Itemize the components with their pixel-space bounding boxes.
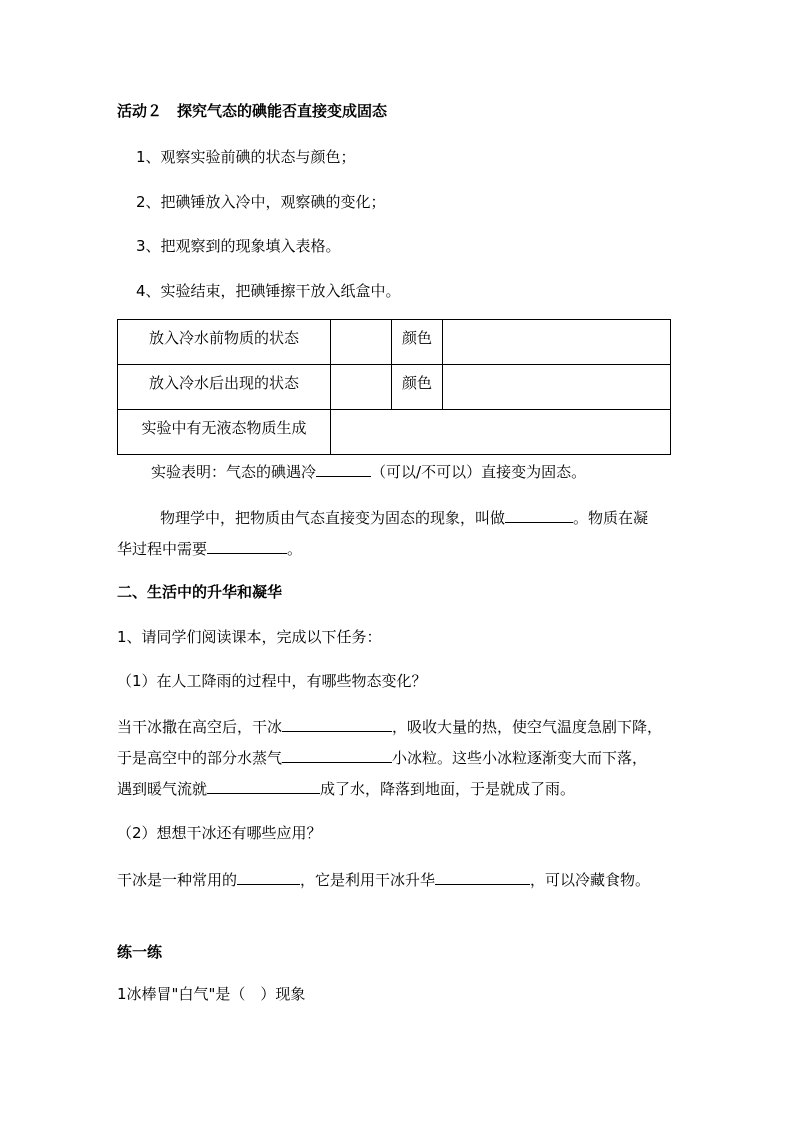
table-row bbox=[118, 410, 671, 455]
table-row bbox=[118, 320, 671, 365]
sublimation-blank[interactable] bbox=[282, 715, 392, 732]
color-answer-cell[interactable] bbox=[443, 365, 671, 410]
row-label-cell bbox=[118, 410, 331, 455]
deposition-blank[interactable] bbox=[282, 746, 392, 763]
definition-line-1 bbox=[160, 506, 648, 528]
paragraph-1-line-2 bbox=[117, 746, 647, 768]
task-line: 1、请同学们阅读课本，完成以下任务： bbox=[117, 628, 382, 646]
row-label: 放入冷水后出现的状态 bbox=[148, 374, 299, 392]
color-label: 颜色 bbox=[402, 374, 433, 392]
row-label: 实验中有无液态物质生成 bbox=[141, 419, 307, 437]
definition-l2-post: 。 bbox=[287, 540, 303, 558]
definition-post: 。物质在凝 bbox=[573, 509, 649, 527]
color-label: 颜色 bbox=[402, 329, 433, 347]
state-answer-cell[interactable] bbox=[331, 320, 392, 365]
row-label: 放入冷水前物质的状态 bbox=[148, 329, 299, 347]
question-2: （2）想想干冰还有哪些应用？ bbox=[117, 824, 322, 842]
step-3: 3、把观察到的现象填入表格。 bbox=[136, 237, 341, 255]
table-row bbox=[118, 365, 671, 410]
liquid-answer[interactable] bbox=[331, 410, 670, 417]
p2-post: ，可以冷藏食物。 bbox=[530, 871, 651, 889]
state-answer[interactable] bbox=[331, 365, 391, 372]
activity-title: 活动２ 探究气态的碘能否直接变成固态 bbox=[117, 102, 388, 120]
definition-pre: 物理学中，把物质由气态直接变为固态的现象，叫做 bbox=[160, 509, 506, 527]
paragraph-1-line-1 bbox=[117, 715, 662, 737]
color-label-cell bbox=[392, 365, 443, 410]
practice-question-1: 1冰棒冒"白气"是（ ）现象 bbox=[117, 985, 306, 1003]
step-2: 2、把碘锤放入冷中，观察碘的变化； bbox=[136, 193, 386, 211]
conclusion-post: （可以/不可以）直接变为固态。 bbox=[371, 463, 587, 481]
agent-blank[interactable] bbox=[237, 868, 300, 885]
row-label-cell bbox=[118, 320, 331, 365]
practice-heading: 练一练 bbox=[117, 943, 163, 961]
observation-table bbox=[117, 319, 671, 455]
paragraph-1-line-3 bbox=[117, 777, 575, 799]
p1-l3-pre: 遇到暖气流就 bbox=[117, 780, 208, 798]
paragraph-2 bbox=[117, 868, 650, 890]
heat-blank[interactable] bbox=[207, 537, 287, 554]
step-1: 1、观察实验前碘的状态与颜色； bbox=[136, 148, 356, 166]
color-answer[interactable] bbox=[443, 320, 670, 327]
step-4: 4、实验结束，把碘锤擦干放入纸盒中。 bbox=[136, 282, 401, 300]
melting-blank[interactable] bbox=[207, 777, 320, 794]
color-answer-cell[interactable] bbox=[443, 320, 671, 365]
p2-mid: ，它是利用干冰升华 bbox=[300, 871, 436, 889]
state-answer[interactable] bbox=[331, 320, 391, 327]
state-answer-cell[interactable] bbox=[331, 365, 392, 410]
definition-l2-pre: 华过程中需要 bbox=[117, 540, 208, 558]
p1-l3-post: 成了水，降落到地面，于是就成了雨。 bbox=[320, 780, 576, 798]
color-label-cell bbox=[392, 320, 443, 365]
row-label-cell bbox=[118, 365, 331, 410]
absorb-heat-blank[interactable] bbox=[435, 868, 530, 885]
question-1: （1）在人工降雨的过程中，有哪些物态变化？ bbox=[117, 672, 427, 690]
section-heading: 二、生活中的升华和凝华 bbox=[117, 583, 283, 601]
definition-blank[interactable] bbox=[505, 506, 573, 523]
p1-l1-post: ，吸收大量的热，使空气温度急剧下降， bbox=[392, 718, 663, 736]
definition-line-2 bbox=[117, 537, 302, 559]
color-answer[interactable] bbox=[443, 365, 670, 372]
liquid-answer-cell[interactable] bbox=[331, 410, 671, 455]
p1-l2-pre: 于是高空中的部分水蒸气 bbox=[117, 749, 283, 767]
conclusion-line bbox=[151, 460, 586, 482]
p1-l2-post: 小冰粒。这些小冰粒逐渐变大而下落， bbox=[392, 749, 648, 767]
p1-l1-pre: 当干冰撒在高空后，干冰 bbox=[117, 718, 283, 736]
p2-pre: 干冰是一种常用的 bbox=[117, 871, 238, 889]
conclusion-blank[interactable] bbox=[316, 460, 371, 477]
conclusion-pre: 实验表明：气态的碘遇冷 bbox=[151, 463, 317, 481]
